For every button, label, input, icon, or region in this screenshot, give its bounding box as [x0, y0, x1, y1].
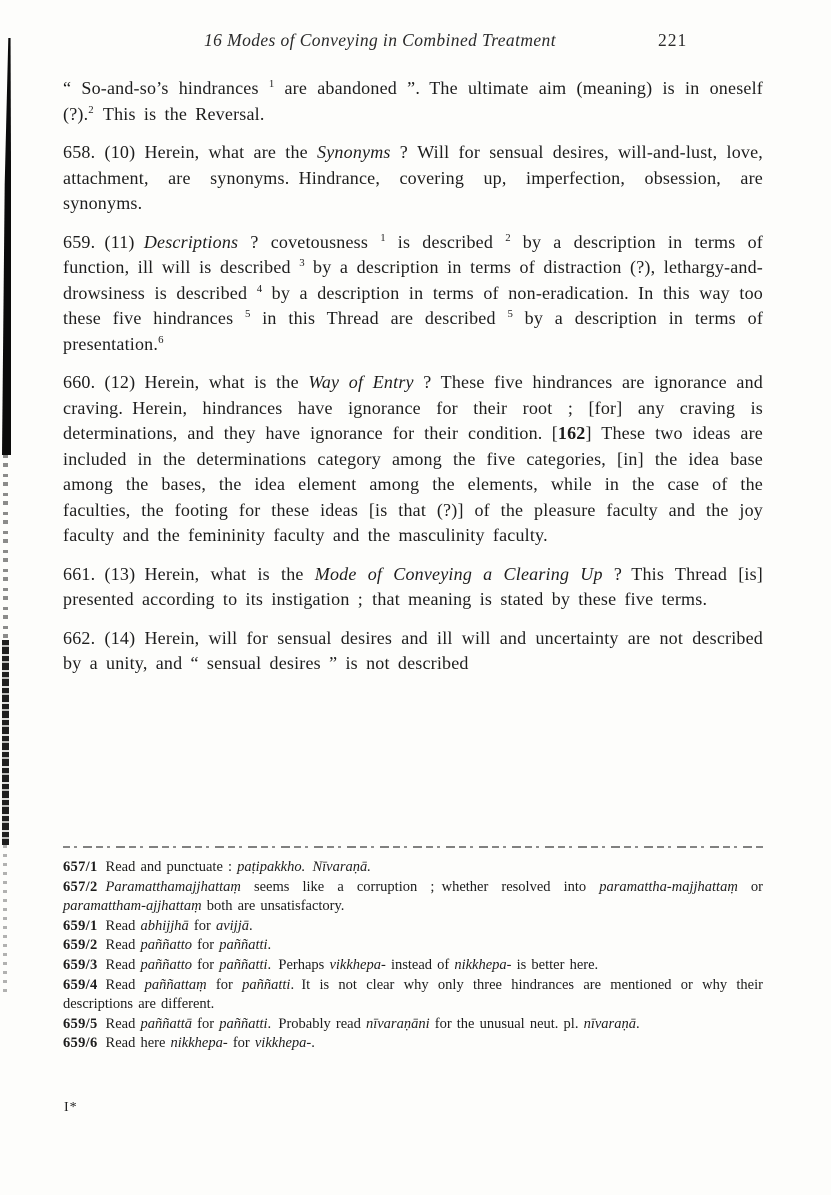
- text-segment: . Perhaps: [267, 956, 330, 973]
- running-header-title: 16 Modes of Conveying in Combined Treatment: [204, 30, 556, 50]
- footnote: [63, 976, 763, 1015]
- text-segment: for: [227, 1035, 255, 1052]
- text-segment: are abandoned ”. The ultimate aim (meaning) is in oneself (?).: [63, 78, 763, 124]
- page-number: 221: [658, 30, 688, 50]
- body-paragraph: [63, 562, 763, 613]
- text-segment: for: [192, 1015, 220, 1032]
- text-segment: paññattaṃ: [144, 976, 207, 993]
- text-segment: ] These two ideas are included in the determinations category among the five categories, [in] the idea base among the bases, the idea element among the elements, while in the case of the faculties, the footing for these ideas [is that (?)] of the pleasure faculty and the joy faculty and the femininity faculty and the masculinity faculty.: [63, 423, 763, 545]
- text-segment: for: [192, 956, 220, 973]
- text-segment: 4: [256, 282, 263, 295]
- footnotes: [63, 858, 763, 1054]
- text-segment: Read: [105, 917, 141, 934]
- text-segment: nīvaraṇāni: [365, 1015, 430, 1032]
- text-segment: 658. (10) Herein, what are the: [63, 142, 318, 162]
- text-segment: 1: [380, 231, 386, 244]
- text-segment: 6: [158, 333, 164, 346]
- text-segment: 659. (11): [63, 231, 144, 252]
- footnote-label: 659/5: [63, 1015, 98, 1032]
- body-paragraph: [63, 140, 763, 217]
- text-segment: 162: [557, 423, 586, 443]
- footnote: [63, 1015, 763, 1035]
- text-segment: vikkhepa-: [254, 1035, 312, 1052]
- text-segment: 5: [245, 308, 251, 320]
- text-segment: 1: [268, 78, 275, 90]
- text-segment: abhijjhā: [140, 917, 189, 934]
- body-paragraph: [63, 626, 763, 677]
- body-text: [63, 76, 763, 690]
- text-segment: is better here.: [511, 956, 599, 973]
- text-segment: for: [188, 917, 216, 934]
- body-paragraph: [63, 76, 763, 127]
- footnote-label: 659/6: [63, 1035, 98, 1052]
- text-segment: by a description in terms of function, ill will is described: [63, 231, 763, 277]
- footnote-label: 659/1: [63, 917, 98, 934]
- text-segment: 661. (13) Herein, what is the: [63, 563, 315, 584]
- text-segment: paramattha-majjhattaṃ: [599, 878, 738, 895]
- text-segment: 660. (12) Herein, what is the: [63, 372, 309, 392]
- footnote: [63, 1034, 763, 1054]
- text-segment: Way of Entry: [308, 372, 414, 392]
- text-segment: paññatto: [140, 937, 193, 954]
- text-segment: 5: [507, 308, 513, 320]
- footnote: [63, 936, 763, 956]
- body-paragraph: [63, 370, 763, 549]
- footnote-label: 657/1: [63, 859, 98, 875]
- text-segment: paññatti: [242, 976, 291, 993]
- body-paragraph: [63, 230, 763, 358]
- text-segment: by a description in terms of non-eradication. In this way too these five hindrances: [63, 282, 763, 328]
- text-segment: paññatti: [219, 937, 268, 954]
- text-segment: Descriptions: [143, 231, 239, 252]
- footnote: [63, 858, 763, 878]
- text-segment: by a description in terms of presentation.: [63, 308, 764, 354]
- text-segment: “ So-and-so’s hindrances: [63, 78, 269, 98]
- text-segment: paṭipakkho. Nīvaraṇā.: [237, 859, 371, 875]
- text-segment: for: [192, 937, 220, 954]
- text-segment: .: [311, 1035, 315, 1052]
- footnote: [63, 917, 763, 937]
- footnote: [63, 956, 763, 976]
- scan-artifact-left-edge: [3, 845, 7, 995]
- text-segment: paññattā: [140, 1015, 193, 1032]
- text-segment: seems like a corruption ; whether resolved into: [240, 878, 600, 895]
- text-segment: Read: [105, 937, 141, 954]
- text-segment: . Probably read: [267, 1015, 366, 1032]
- text-segment: or: [737, 878, 763, 895]
- text-segment: 3: [299, 257, 305, 269]
- text-segment: 2: [88, 103, 94, 116]
- text-segment: nīvaraṇā: [583, 1015, 636, 1032]
- text-segment: Synonyms: [317, 142, 391, 162]
- footnote-label: 659/3: [63, 956, 98, 973]
- text-segment: avijjā: [215, 917, 249, 934]
- text-segment: for the unusual neut. pl.: [429, 1015, 584, 1032]
- text-segment: Read: [105, 976, 145, 993]
- footnote-label: 659/2: [63, 937, 98, 954]
- text-segment: This is the Reversal.: [93, 103, 265, 124]
- text-segment: . It is not clear why only three hindrances are mentioned or why their descriptions are different.: [63, 976, 763, 1013]
- text-segment: paramattham-ajjhattaṃ: [63, 898, 202, 915]
- text-segment: Read: [105, 956, 141, 973]
- text-segment: nikkhepa-: [454, 956, 512, 973]
- text-segment: paññatti: [219, 956, 268, 973]
- text-segment: both are unsatisfactory.: [201, 898, 345, 915]
- scan-artifact-left-edge: [3, 455, 8, 640]
- text-segment: ? Will for sensual desires, will-and-lust, love, attachment, are synonyms. Hindrance, covering up, imperfection, obsession, are synonyms.: [63, 142, 763, 213]
- scan-artifact-left-edge: [2, 640, 9, 845]
- text-segment: 662. (14) Herein, will for sensual desires and ill will and uncertainty are not described by a unity, and “ sensual desires ” is not described: [63, 627, 763, 673]
- text-segment: .: [635, 1015, 640, 1032]
- text-segment: by a description in terms of distraction (?), lethargy-and-drowsiness is described: [63, 257, 763, 303]
- text-segment: Read and punctuate :: [105, 859, 238, 875]
- footnote-label: 657/2: [63, 878, 98, 895]
- text-segment: Paramatthamajjhattaṃ: [105, 878, 241, 895]
- scan-artifact-left-edge: [2, 38, 11, 455]
- text-segment: for: [206, 976, 243, 993]
- footnote-separator: [63, 846, 764, 848]
- text-segment: ? These five hindrances are ignorance and craving. Herein, hindrances have ignorance for their root ; [for] any craving is determinations, and they have ignorance for their condition. [: [63, 372, 763, 443]
- text-segment: in this Thread are described: [250, 308, 508, 328]
- text-segment: paññatti: [219, 1015, 268, 1032]
- text-segment: Read here: [105, 1035, 171, 1052]
- text-segment: Read: [105, 1015, 141, 1032]
- footnote-label: 659/4: [63, 976, 98, 993]
- footnote: [63, 878, 763, 917]
- text-segment: is described: [385, 231, 506, 252]
- text-segment: instead of: [385, 956, 455, 973]
- text-segment: nikkhepa-: [170, 1035, 228, 1052]
- text-segment: paññatto: [140, 956, 193, 973]
- text-segment: .: [267, 937, 272, 954]
- text-segment: Mode of Conveying a Clearing Up: [314, 563, 603, 584]
- text-segment: ? This Thread [is] presented according to its instigation ; that meaning is stated by these five terms.: [63, 563, 763, 609]
- text-segment: .: [249, 917, 253, 934]
- text-segment: 2: [505, 231, 511, 244]
- signature-mark: I*: [64, 1100, 78, 1115]
- text-segment: ? covetousness: [238, 231, 381, 252]
- text-segment: vikkhepa-: [329, 956, 386, 973]
